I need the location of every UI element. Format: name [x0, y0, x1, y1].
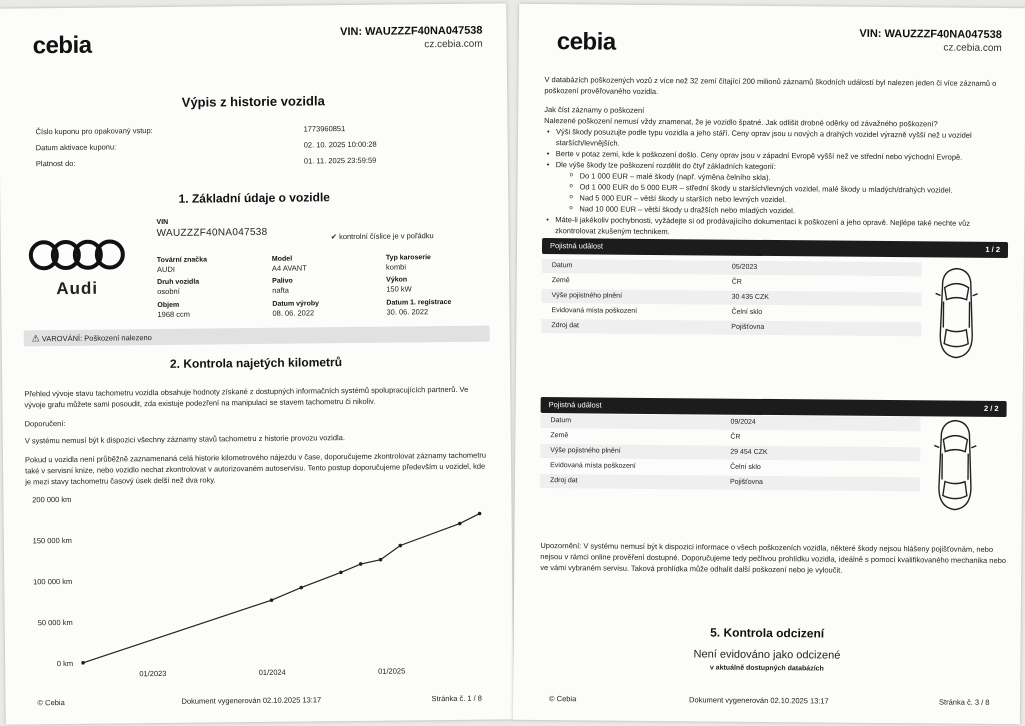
list-item: • Máte-li jakékoliv pochybnosti, vyžádejte si od prodávajícího dokumentaci k poškození a jeho opravě. Nejlépe také nechte vůz zkontrolovat zkušeným technikem. — [543, 214, 1009, 240]
row-label: Datum — [550, 417, 572, 425]
field-label: Tovární značka — [156, 256, 208, 265]
report-page-3 — [513, 4, 1025, 724]
list-item: o Do 1 000 EUR – malé škody (např. výměna čelního skla). — [544, 170, 1010, 185]
row-value: ČR — [730, 433, 741, 441]
list-item: • Berte v potaz zemi, kde k poškození došlo. Ceny oprav jsou v západní Evropě vyšší než ve střední nebo východní Evropě. — [544, 148, 1010, 163]
row-label: Zdroj dat — [549, 477, 578, 485]
field-label: Datum 1. registrace — [386, 298, 452, 307]
coupon-label: Číslo kuponu pro opakovaný vstup: — [35, 126, 153, 137]
footer-generated: Dokument vygenerován 02.10.2025 13:17 — [181, 695, 322, 706]
data-point — [339, 571, 343, 575]
field-displacement — [157, 302, 190, 319]
y-tick-label: 50 000 km — [37, 617, 73, 628]
page-title: Výpis z historie vozidla — [181, 93, 325, 110]
section5-title: 5. Kontrola odcizení — [710, 625, 825, 641]
recommend-detail: Pokud u vozidla není průběžně zaznamenaná celá historie kilometrového nájezdu v čase, doporučujeme zkontrolovat záznamy tachometru také v servisní knize, nebo vozidlo nechat zkontrolovat v autorizovaném autoservisu. Tento postup doporučujeme především u vozidel, kde je mezi stavy tachometru časový úsek delší než dva roky. — [24, 450, 487, 487]
data-point — [359, 562, 363, 566]
row-label: Výše pojistného plnění — [550, 447, 621, 455]
row-label: Země — [550, 432, 569, 440]
section1-title: 1. Základní údaje o vozidle — [178, 190, 331, 206]
coupon-label: Datum aktivace kuponu: — [35, 142, 117, 153]
field-type — [157, 279, 199, 296]
intro-text: V databázích poškozených vozů z více než 32 zemí čítající 200 milionů záznamů škodních událostí byl nalezen jeden či více záznamů o poškození prověřovaného vozidla. — [544, 75, 997, 97]
header-vin-text: VIN: WAUZZZF40NA047538 — [859, 27, 1002, 42]
theft-sub: v aktuálně dostupných databázích — [709, 664, 824, 673]
header-vin — [340, 25, 483, 51]
damage-warning — [24, 326, 490, 347]
vin-block — [156, 218, 267, 239]
field-label: Model — [271, 255, 293, 263]
coupon-label: Platnost do: — [35, 158, 76, 169]
header-site: cz.cebia.com — [424, 38, 483, 51]
header-vin-text: VIN: WAUZZZF40NA047538 — [340, 24, 483, 39]
y-tick-label: 150 000 km — [32, 535, 72, 546]
row-value: 09/2024 — [730, 418, 756, 426]
y-tick-label: 200 000 km — [32, 494, 72, 505]
footer-copyright: © Cebia — [37, 698, 65, 708]
odometer-intro: Přehled vývoje stavu tachometru vozidla obsahuje hodnoty získané z dostupných informačních systémů spolupracujících partnerů. Ve vývoje grafu můžete sami posoudit, zda existuje podezření na manipulaci se stavem tachometru či nikoliv. — [24, 384, 469, 410]
damage-intro — [543, 74, 1010, 240]
event-number: 2 / 2 — [983, 403, 999, 414]
odometer-text — [24, 384, 491, 488]
data-point — [270, 598, 274, 602]
row-label: Země — [551, 277, 570, 285]
warning-text: Poškození nalezeno — [84, 333, 152, 343]
list-item: o Nad 10 000 EUR – větší škody u dražších nebo mladých vozidel. — [543, 203, 1009, 218]
advice-list-end — [543, 214, 1009, 240]
vin-check — [331, 230, 434, 242]
row-value: Pojišťovna — [731, 323, 765, 331]
row-label: Výše pojistného plnění — [551, 292, 623, 300]
list-item: o Nad 5 000 EUR – větší škody u starších nebo levných vozidel. — [543, 192, 1009, 207]
row-label: Evidovaná místa poškození — [550, 462, 636, 470]
series-line — [82, 514, 481, 663]
warning-prefix: VAROVÁNÍ: — [41, 333, 83, 344]
how-line: Nalezené poškození nemusí vždy znamenat, že je vozidlo špatné. Jak odlišit drobné oděrky od závažného poškození? — [544, 116, 938, 129]
row-value: ČR — [731, 278, 742, 286]
header-vin — [859, 28, 1002, 54]
coupon-value: 01. 11. 2025 23:59:59 — [303, 155, 377, 166]
how-title: Jak číst záznamy o poškození — [544, 105, 645, 115]
field-value: 1968 ccm — [157, 309, 191, 320]
damage-categories — [543, 170, 1009, 218]
field-first-registration — [386, 299, 451, 317]
row-value: Čelní sklo — [730, 463, 761, 471]
event-title: Pojistná událost — [549, 241, 604, 251]
field-value: 08. 06. 2022 — [272, 308, 315, 318]
cebia-logo: cebia — [32, 31, 92, 60]
recommend-label: Doporučení: — [24, 418, 66, 429]
row-value: 05/2023 — [731, 263, 758, 271]
field-model — [272, 255, 307, 272]
report-page-1 — [0, 3, 514, 724]
field-label: Datum výroby — [272, 300, 320, 308]
field-label: Typ karoserie — [385, 254, 431, 262]
audi-rings-icon — [27, 237, 127, 272]
field-label: Palivo — [272, 277, 293, 285]
field-value: 150 kW — [386, 284, 412, 294]
damage-notice: Upozornění: V systému nemusí být k dispozici informace o všech poškozeních vozidla, některé škody nejsou hlášeny pojišťovnám, nebo nejsou v rámci online prověření dostupné. Doporučujeme tedy pečlivou prohlídku vozidla, ideálně s pomocí kvalifikovaného mechanika nebo ve vámi vybraném servisu. Taková prohlídka může odhalit další poškození nebo je vyloučit. — [540, 541, 1007, 575]
footer-generated: Dokument vygenerován 02.10.2025 13:17 — [689, 695, 829, 706]
section2-title: 2. Kontrola najetých kilometrů — [169, 355, 343, 371]
field-value: nafta — [272, 285, 289, 295]
row-label: Zdroj dat — [551, 322, 579, 330]
field-power — [386, 276, 412, 293]
field-label: Výkon — [386, 276, 408, 284]
table-row — [541, 319, 921, 336]
field-label: Objem — [157, 301, 180, 310]
vin-check-text: kontrolní číslice je v pořádku — [339, 231, 434, 242]
x-tick-label: 01/2023 — [139, 668, 167, 679]
field-body — [386, 254, 431, 271]
footer-copyright: © Cebia — [549, 694, 577, 704]
vin-value: WAUZZZF40NA047538 — [156, 226, 268, 240]
theft-status: Není evidováno jako odcizené — [693, 648, 841, 662]
vin-label: VIN — [156, 218, 169, 227]
footer-page-number: Stránka č. 3 / 8 — [939, 697, 990, 707]
y-tick-label: 0 km — [56, 658, 74, 669]
field-label: Druh vozidla — [157, 278, 200, 287]
x-tick-label: 01/2024 — [258, 667, 286, 677]
list-item: o Od 1 000 EUR do 5 000 EUR – střední škody u starších/levných vozidel, malé škody u mladých/drahých vozidel. — [543, 181, 1009, 196]
advice-list — [544, 126, 1010, 174]
warning-icon: ⚠ — [31, 333, 40, 344]
field-fuel — [272, 278, 293, 295]
audi-logo — [27, 237, 128, 298]
odometer-chart — [17, 487, 489, 682]
row-value: 30 435 CZK — [731, 293, 769, 301]
row-label: Datum — [551, 262, 573, 270]
field-production-date — [272, 300, 319, 317]
vehicle-fields — [156, 254, 487, 320]
y-tick-label: 100 000 km — [33, 576, 73, 587]
check-icon: ✔ — [330, 232, 338, 242]
car-top-view-icon — [932, 265, 981, 361]
data-point — [299, 586, 303, 590]
data-point — [81, 661, 85, 665]
car-top-view-icon — [931, 417, 980, 513]
footer-page-number: Stránka č. 1 / 8 — [431, 693, 483, 704]
table-row — [540, 474, 920, 491]
list-item: • Výši škody posuzujte podle typu vozidla a jeho stáří. Ceny oprav jsou u nových a drahých vozidel výrazně vyšší než u vozidel starších/levnějších. — [544, 126, 1010, 152]
field-value: AUDI — [156, 264, 175, 275]
field-value: 30. 06. 2022 — [386, 307, 429, 317]
insurance-event-header — [542, 238, 1008, 258]
row-value: 29 454 CZK — [730, 448, 768, 456]
audi-wordmark: Audi — [56, 278, 99, 299]
field-value: A4 AVANT — [271, 263, 307, 273]
field-make — [157, 257, 207, 275]
coupon-info — [35, 122, 475, 175]
row-value: Pojišťovna — [729, 478, 763, 486]
row-value: Čelní sklo — [731, 308, 763, 316]
list-item: • Dle výše škody lze poškození rozdělit do čtyř základních kategorií: — [544, 159, 1010, 174]
header-site: cz.cebia.com — [943, 42, 1002, 55]
coupon-row — [36, 154, 476, 175]
row-label: Evidovaná místa poškození — [551, 307, 638, 315]
field-value: kombi — [385, 262, 407, 272]
coupon-value: 02. 10. 2025 10:00:28 — [303, 139, 377, 150]
event-number: 1 / 2 — [985, 244, 1001, 255]
field-value: osobní — [157, 286, 180, 297]
coupon-value: 1773960851 — [303, 124, 346, 134]
recommend-text: V systému nemusí být k dispozici všechny záznamy stavů tachometru z historie provozu vozidla. — [24, 433, 345, 446]
x-tick-label: 01/2025 — [378, 666, 406, 676]
cebia-logo: cebia — [556, 28, 616, 56]
event-title: Pojistná událost — [548, 400, 602, 410]
